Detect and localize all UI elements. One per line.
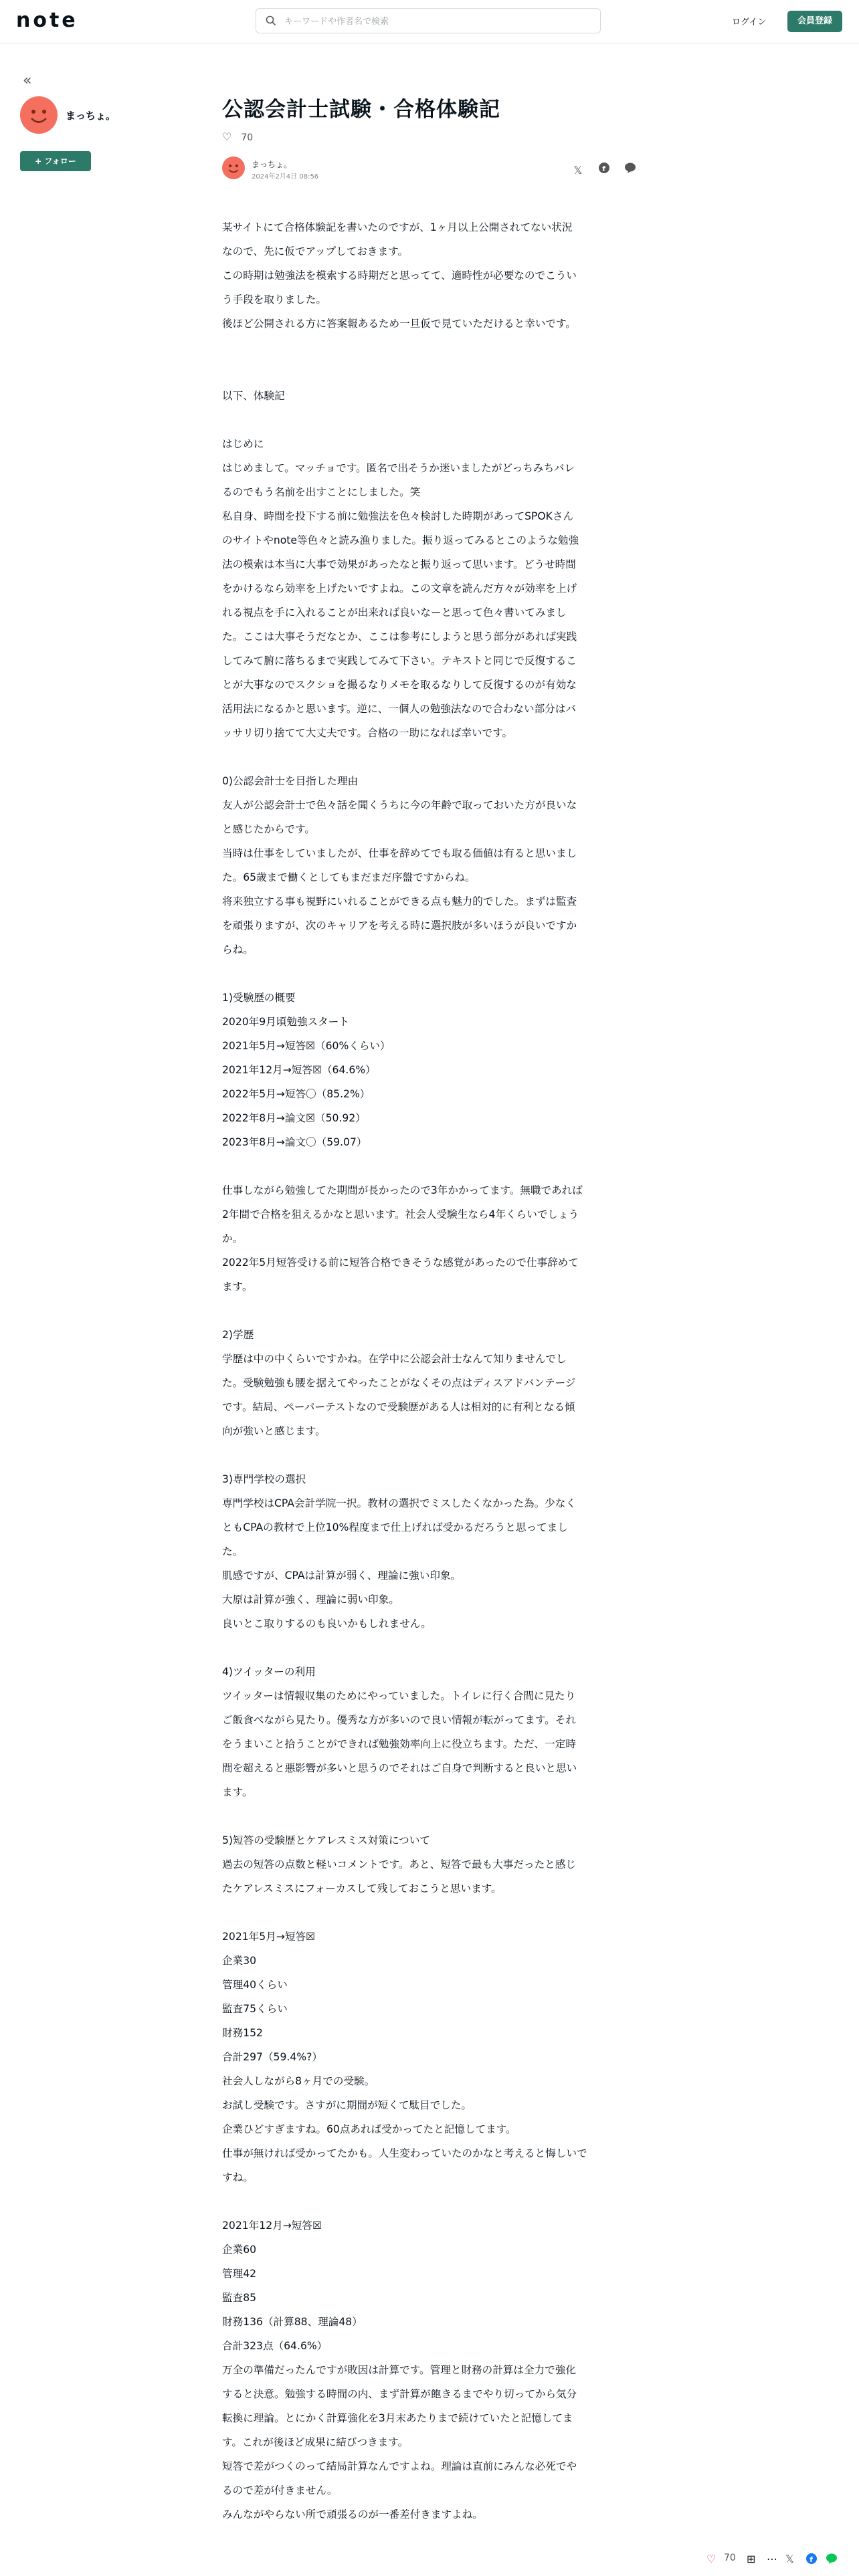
article-paragraph-line: なので、先に仮でアップしておきます。 [222,245,409,257]
line-share-icon[interactable] [624,162,637,175]
article-paragraph-line: 2022年5月短答受ける前に短答合格できそうな感覚があったので仕事辞めて [222,1257,579,1269]
article-paragraph-line: 社会人しながら8ヶ月での受験。 [222,2075,375,2087]
like-count: 70 [241,132,254,143]
article-paragraph-line: 過去の短答の点数と軽いコメントです。あと、短答で最も大事だったと感じ [222,1858,576,1870]
article-paragraph-line: 2021年12月→短答☒ [222,2220,322,2232]
article-paragraph-line: 友人が公認会計士で色々話を聞くうちに今の年齢で取っておいた方が良いな [222,799,577,811]
article-paragraph-line: 5)短答の受験歴とケアレスミス対策について [222,1834,430,1846]
like-heart-icon[interactable]: ♡ [706,2553,717,2565]
article-paragraph-line: 合計323点（64.6%） [222,2340,328,2352]
article-paragraph-line: 専門学校はCPA会計学院一択。教材の選択でミスしたくなかった為。少なく [222,1497,576,1509]
article-paragraph-line: 企業30 [222,1955,257,1967]
article-paragraph-line: たケアレスミスにフォーカスして残しておこうと思います。 [222,1883,502,1895]
article-paragraph-line: 法の模索は本当に大事で効果があったなと振り返って思います。どうせ時間 [222,558,576,570]
like-summary [222,130,253,143]
follow-button[interactable]: + フォロー [20,151,91,171]
article-paragraph-line: をかけるなら効率を上げたいですよね。この文章を読んだ方々が効率を上げ [222,582,577,595]
article-paragraph-line: してみて腑に落ちるまで実践してみて下さい。テキストと同じで反復するこ [222,655,577,667]
article-paragraph-line: すると決意。勉強する時間の内、まず計算が飽きるまでやり切ってから気分 [222,2388,577,2400]
share-buttons [562,162,637,177]
article-paragraph-line: をうまいこと拾うことができれば勉強効率向上に役立ちます。ただ、一定時 [222,1738,576,1750]
bottom-line-share-icon[interactable] [826,2553,838,2567]
article-paragraph-line: るので差が付きません。 [222,2484,338,2496]
article-paragraph-line: 管理42 [222,2268,257,2280]
note-logo[interactable]: note [16,9,78,32]
login-link[interactable]: ログイン [732,17,767,27]
article-paragraph-line: 学歴は中の中くらいですかね。在学中に公認会計士なんて知りませんでし [222,1353,567,1365]
article-paragraph-line: 2021年12月→短答☒（64.6%） [222,1064,376,1076]
article-paragraph-line: か。 [222,1232,244,1245]
byline [222,156,637,183]
article-paragraph-line: 転換に理論。とにかく計算強化を3月末あたりまで続けていたと記憶してま [222,2412,573,2424]
article-paragraph-line: とが大事なのでスクショを撮るなりメモを取るなりして反復するのが有効な [222,679,577,691]
article-paragraph-line: 2020年9月頃勉強スタート [222,1016,349,1028]
article-paragraph-line: すね。 [222,2171,254,2183]
article-paragraph-line: です。結局、ペーパーテストなので受験歴がある人は相対的に有利となる傾 [222,1401,575,1413]
article-paragraph-line: を頑張りますが、次のキャリアを考える時に選択肢が多いほうが良いですか [222,920,577,932]
article-paragraph-line: う手段を取りました。 [222,294,326,306]
x-share-icon[interactable]: 𝕏 [573,164,583,177]
article-paragraph-line: 万全の準備だったんですが敗因は計算です。管理と財務の計算は全力で強化 [222,2364,576,2376]
article-paragraph-line: 2)学歴 [222,1329,254,1341]
article-paragraph-line: た。受験勉強も腰を据えてやったことがなくその点はディスアドバンテージ [222,1377,576,1389]
article-paragraph-line: ともCPAの教材で上位10%程度まで仕上げれば受かるだろうと思ってまし [222,1521,568,1533]
article-paragraph-line: と感じたからです。 [222,823,315,835]
magazine-add-icon[interactable]: ⊞ [747,2553,756,2565]
article-paragraph-line: れる視点を手に入れることが出来れば良いなーと思って色々書いてみまし [222,607,567,619]
search-icon [266,15,276,26]
article-paragraph-line: はじめまして。マッチョです。匿名で出そうか迷いましたがどっちみちバレ [222,462,575,474]
article-paragraph-line: るのでもう名前を出すことにしました。笑 [222,486,421,498]
article-paragraph-line: 私自身、時間を投下する前に勉強法を色々検討した時期があってSPOKさん [222,510,574,522]
article-paragraph-line: 仕事しながら勉強してた期間が長かったので3年かかってます。無職であれば [222,1184,583,1196]
article-paragraph-line: ます。 [222,1786,253,1798]
article-paragraph-line: 2022年8月→論文☒（50.92） [222,1112,366,1124]
article-paragraph-line: す。これが後ほど成果に結びつきます。 [222,2436,409,2448]
article-paragraph-line: 2021年5月→短答☒（60%くらい） [222,1040,391,1052]
article-paragraph-line: 活用法になるかと思います。逆に、一個人の勉強法なので合わない部分はバ [222,703,576,715]
byline-author-name[interactable]: まっちょ。 [252,160,292,169]
article-paragraph-line: 企業ひどすぎますね。60点あれば受かってたと記憶してます。 [222,2123,516,2135]
article-paragraph-line: 2021年5月→短答☒ [222,1931,316,1943]
article-paragraph-line: た。 [222,1545,244,1558]
bottom-like-count: 70 [724,2553,736,2563]
article-paragraph-line: 2023年8月→論文〇（59.07） [222,1136,367,1148]
article-paragraph-line: のサイトやnote等色々と読み漁りました。振り返ってみるとこのような勉強 [222,534,579,546]
sidebar-author-name[interactable]: まっちょ。 [66,110,116,122]
article-paragraph-line: 2年間で合格を狙えるかなと思います。社会人受験生なら4年くらいでしょう [222,1208,579,1220]
article-paragraph-line: ご飯食べながら見たり。優秀な方が多いので良い情報が転がってます。それ [222,1714,576,1726]
article-paragraph-line: 肌感ですが、CPAは計算が弱く、理論に強い印象。 [222,1570,462,1582]
site-header [0,0,859,43]
heart-icon[interactable]: ♡ [222,130,232,143]
article-paragraph-line: 間を超えると悪影響が多いと思うのでそれはご自身で判断すると良いと思い [222,1762,577,1774]
article-paragraph-line: ツイッターは情報収集のためにやっていました。トイレに行く合間に見たり [222,1690,576,1702]
collapse-sidebar-icon[interactable]: « [23,72,32,89]
signup-button[interactable]: 会員登録 [787,11,842,32]
search-box[interactable] [256,8,601,33]
article-paragraph-line: 財務136（計算88、理論48） [222,2316,363,2328]
article-paragraph-line: 財務152 [222,2027,263,2039]
bottom-x-share-icon[interactable]: 𝕏 [785,2553,794,2565]
article-paragraph-line: 後ほど公開される方に答案報あるため一旦仮で見ていただけると幸いです。 [222,318,576,330]
article-paragraph-line: ます。 [222,1281,253,1293]
article-paragraph-line: お試し受験です。さすがに期間が短くて駄目でした。 [222,2099,472,2111]
article-paragraph-line: 仕事が無ければ受かってたかも。人生変わっていたのかなと考えると悔しいで [222,2147,587,2159]
byline-avatar[interactable] [222,156,245,179]
article-paragraph-line: 管理40くらい [222,1979,288,1991]
article-paragraph-line: ッサリ切り捨てて大丈夫です。合格の一助になれば幸いです。 [222,727,513,739]
svg-text:f: f [809,2555,813,2564]
more-icon[interactable]: ⋯ [767,2553,777,2565]
article-paragraph-line: 2022年5月→短答〇（85.2%） [222,1088,371,1100]
article-paragraph-line: 1)受験歴の概要 [222,992,296,1004]
facebook-share-icon[interactable] [597,162,611,175]
article-paragraph-line: 以下、体験記 [222,390,285,402]
author-avatar[interactable] [20,96,58,134]
article-paragraph-line: 良いとこ取りするのも良いかもしれません。 [222,1618,432,1630]
article-paragraph-line: らね。 [222,944,254,956]
article-paragraph-line: 0)公認会計士を目指した理由 [222,775,359,787]
article-paragraph-line: 向が強いと感じます。 [222,1425,326,1437]
article-paragraph-line: この時期は勉強法を模索する時期だと思ってて、適時性が必要なのでこうい [222,270,577,282]
bottom-facebook-share-icon[interactable] [805,2553,818,2567]
bottom-action-bar [0,2544,859,2576]
article-paragraph-line: 企業60 [222,2244,257,2256]
publish-date: 2024年2月4日 08:56 [252,173,319,181]
article-paragraph-line: 当時は仕事をしていましたが、仕事を辞めてでも取る価値は有ると思いまし [222,847,577,859]
article-paragraph-line: た。65歳まで働くとしてもまだまだ序盤ですからね。 [222,871,476,883]
article-paragraph-line: 4)ツイッターの利用 [222,1666,316,1678]
article-paragraph-line: 合計297（59.4%?） [222,2051,322,2063]
article-paragraph-line: 監査75くらい [222,2003,288,2015]
article-paragraph-line: はじめに [222,438,264,450]
article-paragraph-line: た。ここは大事そうだなとか、ここは参考にしようと思う部分があれば実践 [222,631,577,643]
svg-text:f: f [602,165,605,173]
article-paragraph-line: 某サイトにて合格体験記を書いたのですが、1ヶ月以上公開されてない状況 [222,221,573,233]
article-paragraph-line: 大原は計算が強く、理論に弱い印象。 [222,1594,399,1606]
article-paragraph-line: 将来独立する事も視野にいれることができる点も魅力的でした。まずは監査 [222,895,577,907]
article-paragraph-line: 3)専門学校の選択 [222,1473,306,1485]
article-title: 公認会計士試験・合格体験記 [222,98,500,122]
search-input[interactable] [283,9,593,34]
article-paragraph-line: 監査85 [222,2292,257,2304]
article-paragraph-line: みんながやらない所で頑張るのが一番差付きますよね。 [222,2508,483,2520]
article-paragraph-line: 短答で差がつくのって結局計算なんですよね。理論は直前にみんな必死でや [222,2460,577,2472]
